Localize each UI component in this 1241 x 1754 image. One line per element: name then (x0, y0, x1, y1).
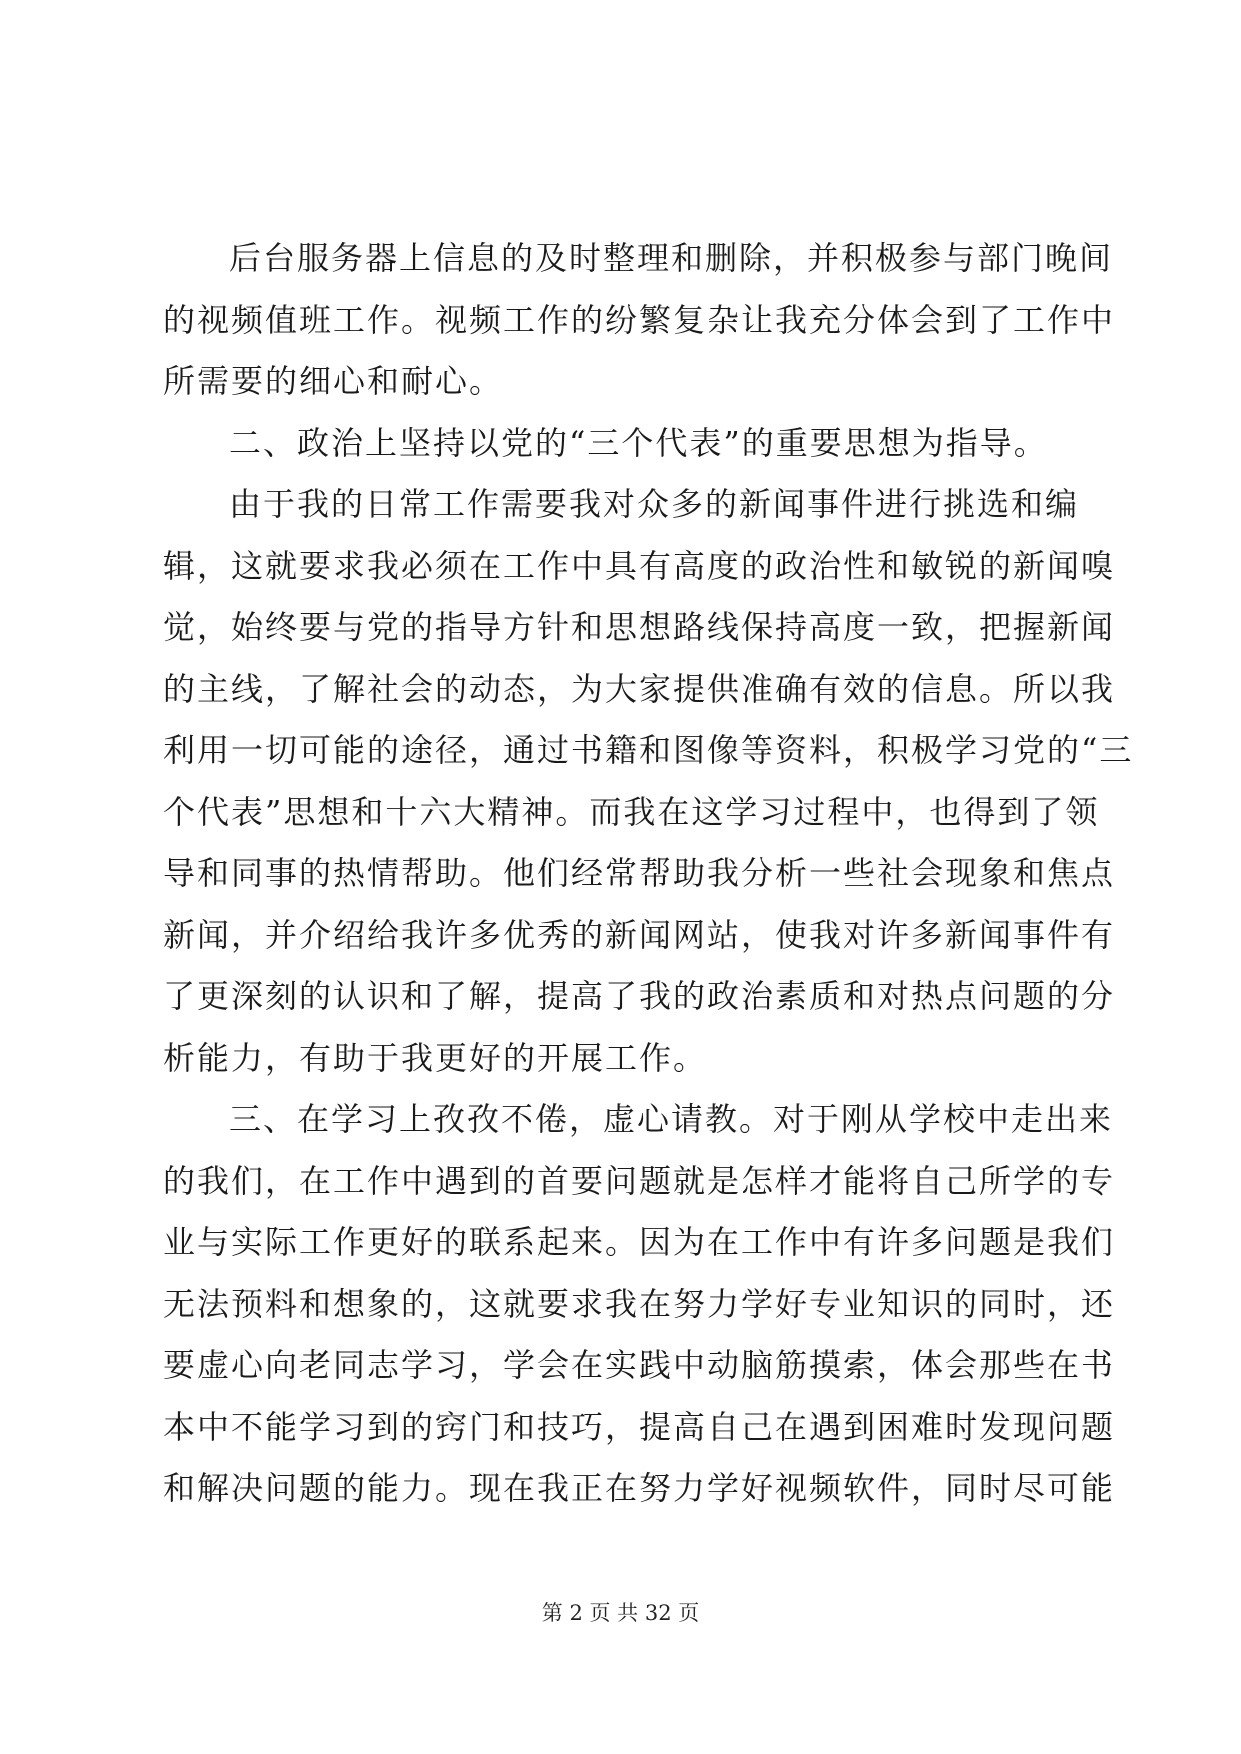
text-line: 无法预料和想象的，这就要求我在努力学好专业知识的同时，还 (163, 1284, 1116, 1323)
section-heading-2: 二、政治上坚持以党的“三个代表”的重要思想为指导。 (229, 423, 1048, 462)
text-line: 后台服务器上信息的及时整理和删除，并积极参与部门晚间 (229, 239, 1114, 277)
text-line: 本中不能学习到的窍门和技巧，提高自己在遇到困难时发现问题 (163, 1407, 1116, 1446)
text-line: 要虚心向老同志学习，学会在实践中动脑筋摸索，体会那些在书 (163, 1346, 1116, 1384)
text-line: 的主线，了解社会的动态，为大家提供准确有效的信息。所以我 (163, 669, 1116, 708)
text-line: 利用一切可能的途径，通过书籍和图像等资料，积极学习党的“三 (163, 731, 1134, 769)
text-line: 新闻，并介绍给我许多优秀的新闻网站，使我对许多新闻事件有 (163, 915, 1116, 954)
text-line: 的视频值班工作。视频工作的纷繁复杂让我充分体会到了工作中 (163, 300, 1116, 339)
text-line: 由于我的日常工作需要我对众多的新闻事件进行挑选和编 (229, 485, 1080, 523)
text-line: 导和同事的热情帮助。他们经常帮助我分析一些社会现象和焦点 (163, 854, 1116, 892)
text-line: 辑，这就要求我必须在工作中具有高度的政治性和敏锐的新闻嗅 (163, 546, 1116, 585)
text-line: 了更深刻的认识和了解，提高了我的政治素质和对热点问题的分 (163, 977, 1116, 1015)
text-line: 和解决问题的能力。现在我正在努力学好视频软件，同时尽可能 (163, 1469, 1116, 1507)
text-line: 的我们，在工作中遇到的首要问题就是怎样才能将自己所学的专 (163, 1161, 1116, 1200)
text-line: 所需要的细心和耐心。 (163, 362, 504, 400)
section-heading-3: 三、在学习上孜孜不倦，虚心请教。对于刚从学校中走出来 (229, 1100, 1114, 1138)
text-line: 觉，始终要与党的指导方针和思想路线保持高度一致，把握新闻 (163, 608, 1116, 646)
text-line: 业与实际工作更好的联系起来。因为在工作中有许多问题是我们 (163, 1223, 1116, 1261)
page-footer: 第 2 页 共 32 页 (541, 1601, 700, 1625)
body-text (163, 228, 1134, 1520)
text-line: 析能力，有助于我更好的开展工作。 (163, 1038, 708, 1077)
text-line: 个代表”思想和十六大精神。而我在这学习过程中，也得到了领 (163, 792, 1100, 831)
